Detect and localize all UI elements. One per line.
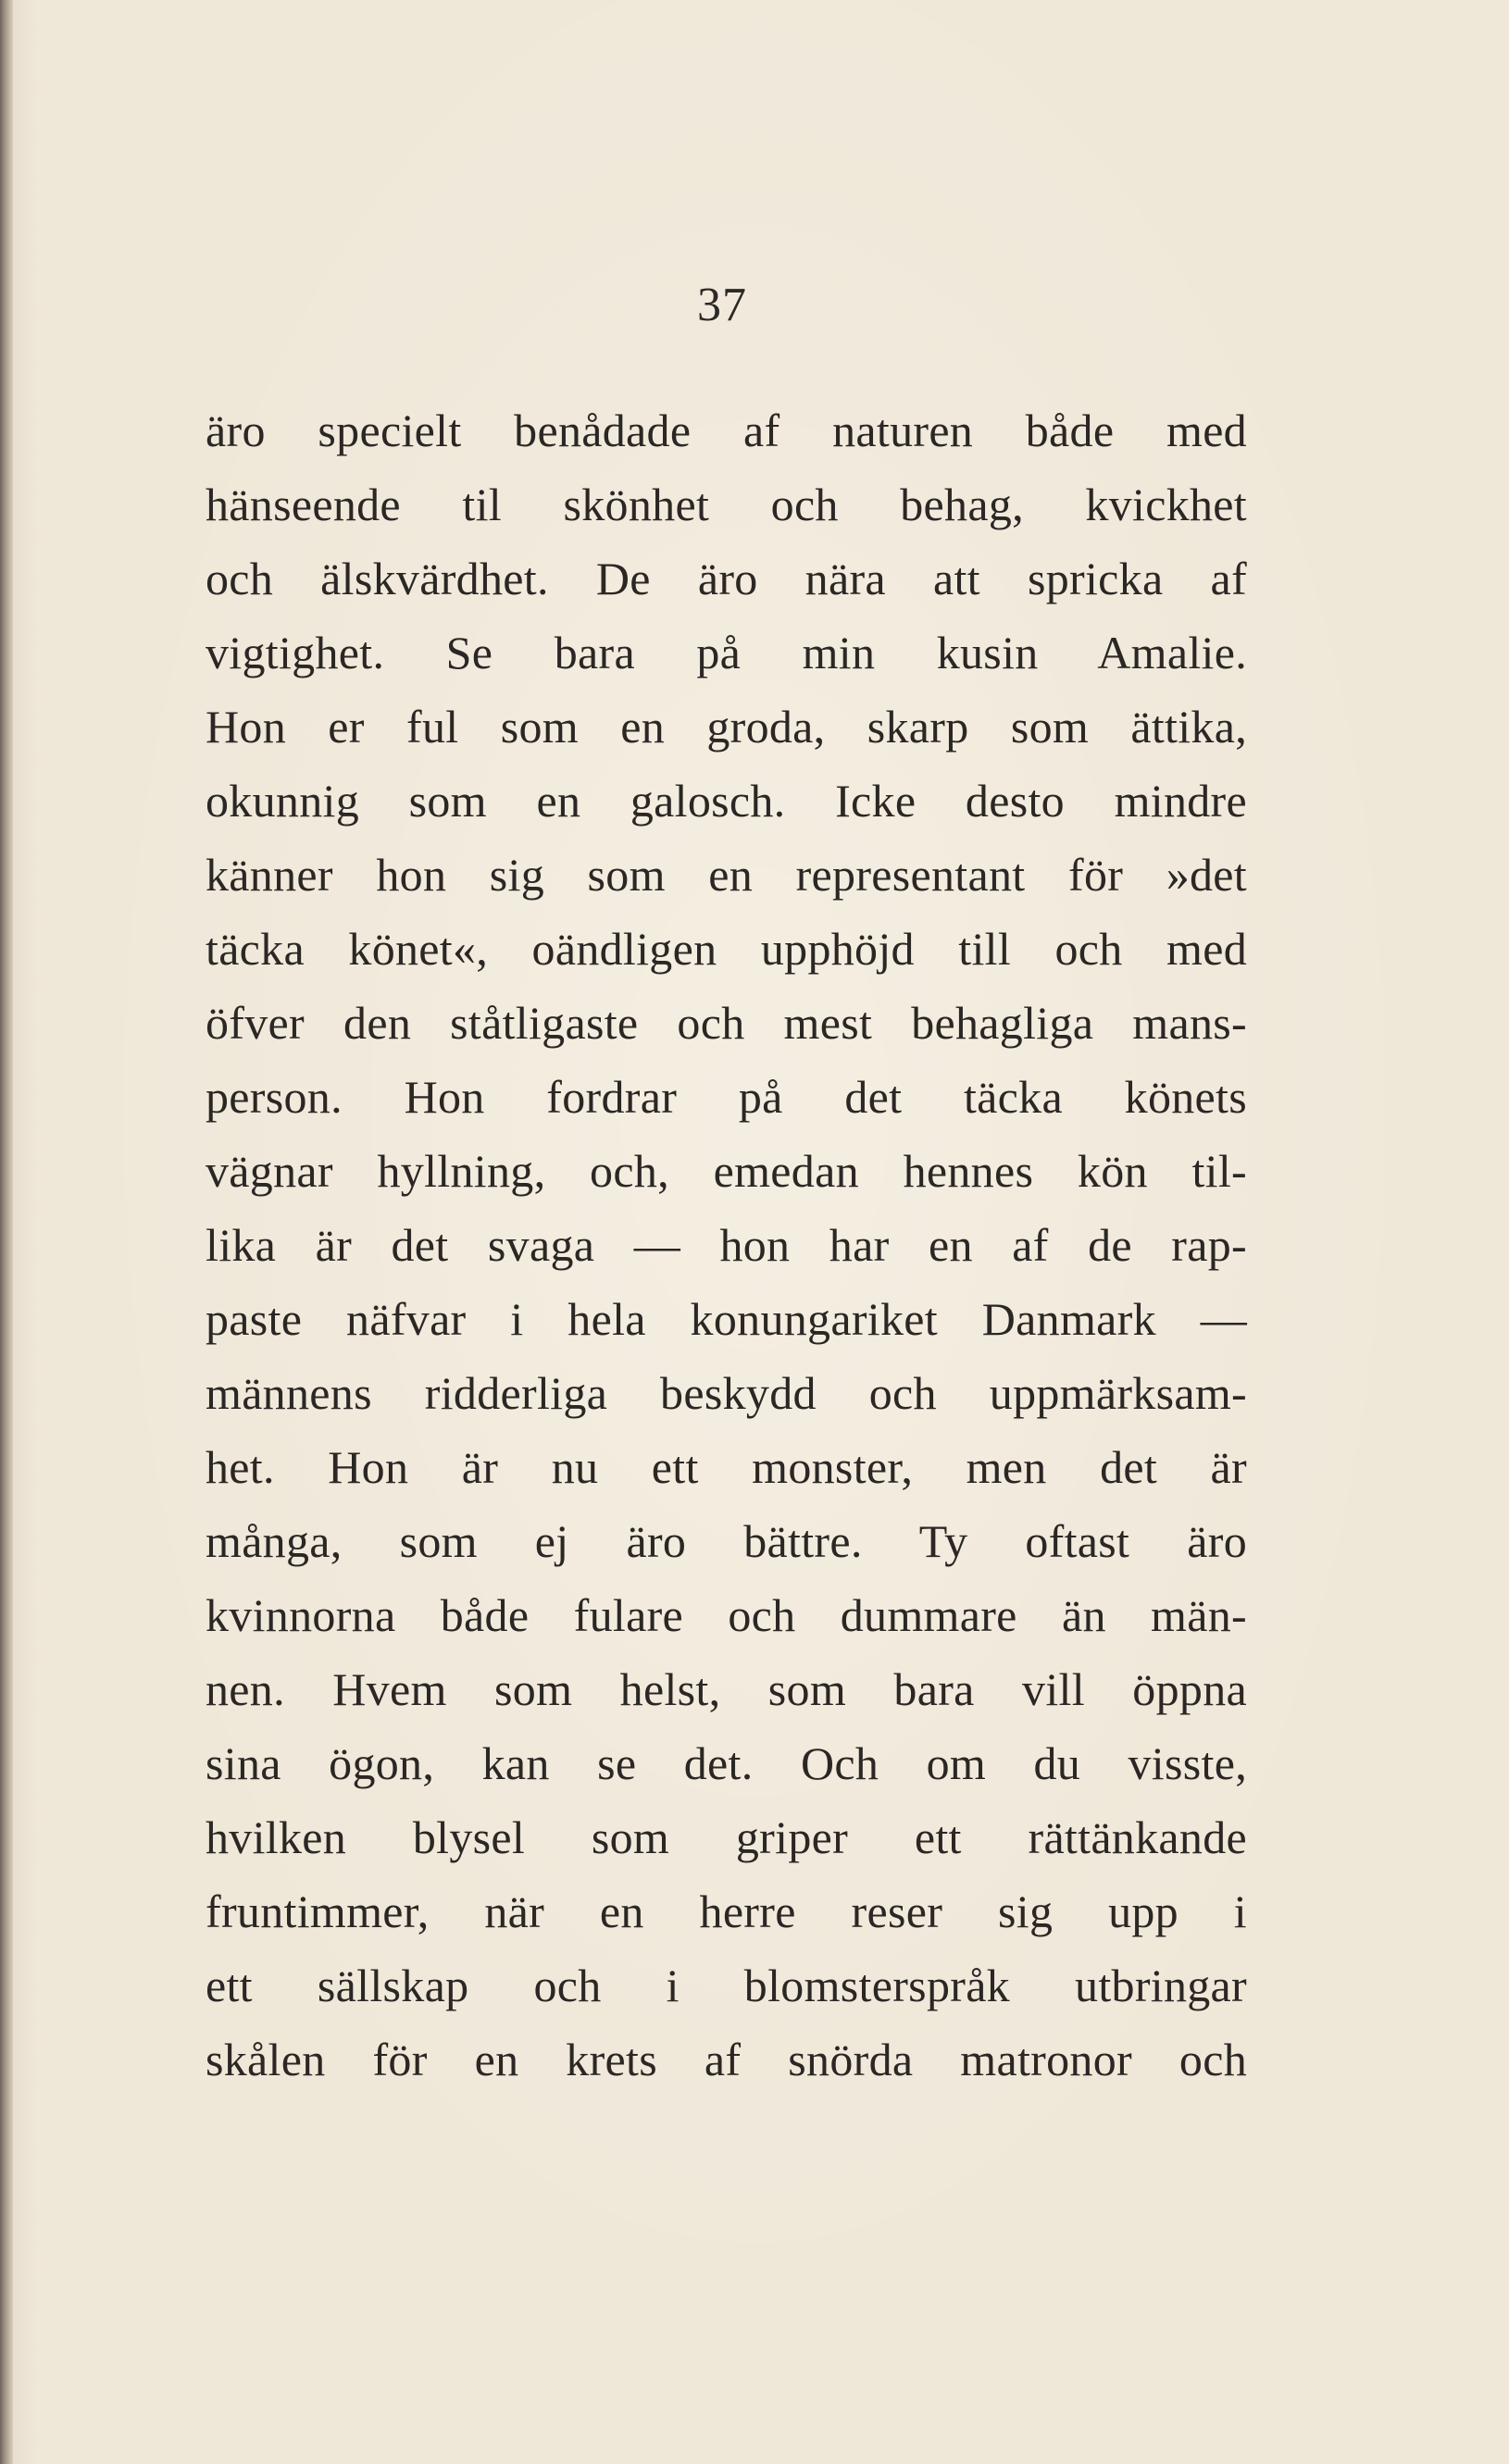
text-line: och älskvärdhet. De äro nära att spricka af [206, 553, 1247, 604]
text-line: paste näfvar i hela konungariket Danmark — [206, 1293, 1247, 1345]
text-line: Hon er ful som en groda, skarp som ättika, [206, 701, 1247, 753]
page-binding-edge [0, 0, 13, 2464]
text-line: hänseende til skönhet och behag, kvickhet [206, 479, 1247, 530]
text-line: skålen för en krets af snörda matronor och [206, 2034, 1247, 2085]
text-line: person. Hon fordrar på det täcka könets [206, 1071, 1247, 1123]
text-line: okunnig som en galosch. Icke desto mindre [206, 775, 1247, 827]
page-number: 37 [697, 279, 747, 331]
text-line: lika är det svaga — hon har en af de rap- [206, 1219, 1247, 1271]
text-line: kvinnorna både fulare och dummare än män- [206, 1589, 1247, 1641]
text-line: känner hon sig som en representant för »det [206, 849, 1247, 901]
text-line: vägnar hyllning, och, emedan hennes kön til- [206, 1145, 1247, 1197]
text-line: nen. Hvem som helst, som bara vill öppna [206, 1663, 1247, 1715]
text-line: sina ögon, kan se det. Och om du visste, [206, 1737, 1247, 1789]
text-line: öfver den ståtligaste och mest behagliga mans- [206, 997, 1247, 1049]
text-line: het. Hon är nu ett monster, men det är [206, 1441, 1247, 1493]
text-line: många, som ej äro bättre. Ty oftast äro [206, 1515, 1247, 1567]
text-line: ett sällskap och i blomsterspråk utbringar [206, 1960, 1247, 2011]
text-line: fruntimmer, när en herre reser sig upp i [206, 1885, 1247, 1937]
text-line: äro specielt benådade af naturen både med [206, 404, 1247, 456]
text-line: täcka könet«, oändligen upphöjd till och med [206, 923, 1247, 975]
text-line: männens ridderliga beskydd och uppmärksam- [206, 1367, 1247, 1419]
text-line: hvilken blysel som griper ett rättänkande [206, 1811, 1247, 1863]
body-text [206, 393, 1247, 2097]
text-line: vigtighet. Se bara på min kusin Amalie. [206, 627, 1247, 678]
